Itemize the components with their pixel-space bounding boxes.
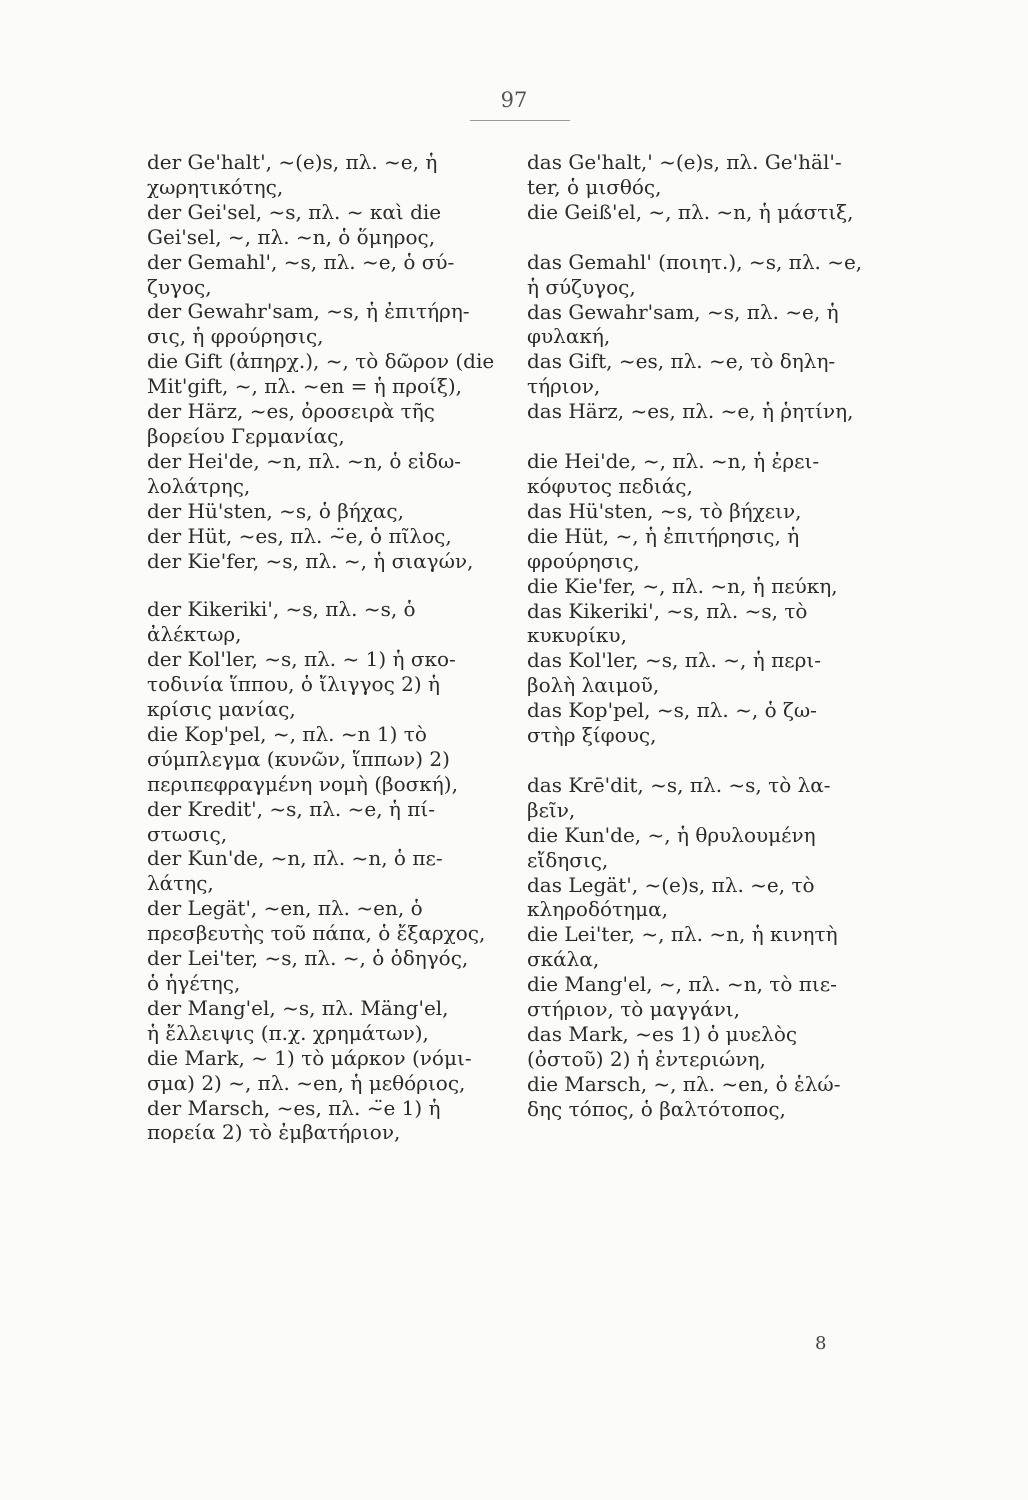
dictionary-entry: die Geiß'el, ~, πλ. ~n, ἡ μάστιξ, xyxy=(527,199,854,224)
dictionary-entry: die Hei'de, ~, πλ. ~n, ἡ ἐρει- κόφυτος πεδιάς, xyxy=(527,449,820,498)
dictionary-entry: das Kop'pel, ~s, πλ. ~, ὁ ζω- στὴρ ξίφους, xyxy=(527,698,817,748)
right-column xyxy=(527,150,882,1122)
dictionary-entry: der Härz, ~es, ὀροσειρὰ τῆς βορείου Γερμανίας, xyxy=(147,399,435,448)
dictionary-entry: der Gemahl', ~s, πλ. ~e, ὁ σύ- ζυγος, xyxy=(147,249,455,299)
dictionary-entry: der Legät', ~en, πλ. ~en, ὁ πρεσβευτὴς τοῦ πάπα, ὁ ἔξαρχος, xyxy=(147,896,486,946)
dictionary-entry: das Kol'ler, ~s, πλ. ~, ἡ περι- βολὴ λαιμοῦ, xyxy=(527,648,821,698)
dictionary-entry: das Gemahl' (ποιητ.), ~s, πλ. ~e, ἡ σύζυγος, xyxy=(527,249,863,299)
dictionary-entry: der Mang'el, ~s, πλ. Mäng'el, ἡ ἔλλειψις (π.χ. χρημάτων), xyxy=(147,995,449,1045)
dictionary-entry: der Kredit', ~s, πλ. ~e, ἡ πί- στωσις, xyxy=(147,796,436,846)
dictionary-entry: das Hü'sten, ~s, τὸ βήχειν, xyxy=(527,498,802,523)
dictionary-entry: der Kun'de, ~n, πλ. ~n, ὁ πε- λάτης, xyxy=(147,846,443,896)
dictionary-entry: die Hüt, ~, ἡ ἐπιτήρησις, ἡ φρούρησις, xyxy=(527,523,800,573)
dictionary-entry: die Gift (ἀπηρχ.), ~, τὸ δῶρον (die Mit'gift, ~, πλ. ~en = ἡ προίξ), xyxy=(147,349,495,399)
signature-mark: 8 xyxy=(815,1333,827,1354)
dictionary-entry: der Hüt, ~es, πλ. ~̈e, ὁ πῖλος, xyxy=(147,523,452,548)
left-column xyxy=(147,150,502,1145)
dictionary-entry: die Kun'de, ~, ἡ θρυλουμένη εἴδησις, xyxy=(527,822,816,872)
dictionary-entry: der Kikeriki', ~s, πλ. ~s, ὁ ἀλέκτωρ, xyxy=(147,597,416,647)
dictionary-entry: der Gewahr'sam, ~s, ἡ ἐπιτήρη- σις, ἡ φρούρησις, xyxy=(147,299,470,349)
dictionary-entry: das Krē'dit, ~s, πλ. ~s, τὸ λα- βεῖν, xyxy=(527,772,831,822)
dictionary-entry: der Lei'ter, ~s, πλ. ~, ὁ ὁδηγός, ὁ ἡγέτης, xyxy=(147,946,469,995)
dictionary-entry: der Hei'de, ~n, πλ. ~n, ὁ εἰδω- λολάτρης, xyxy=(147,448,462,498)
dictionary-entry: das Härz, ~es, πλ. ~e, ἡ ῥητίνη, xyxy=(527,399,854,424)
dictionary-entry: das Kikeriki', ~s, πλ. ~s, τὸ κυκυρίκυ, xyxy=(527,598,808,648)
dictionary-entry: der Kol'ler, ~s, πλ. ~ 1) ἡ σκο- τοδινία ἵππου, ὁ ἴλιγγος 2) ἡ κρίσις μανίας, xyxy=(147,647,456,722)
dictionary-entry: das Legät', ~(e)s, πλ. ~e, τὸ κληροδότημα, xyxy=(527,872,815,922)
dictionary-entry: der Ge'halt', ~(e)s, πλ. ~e, ἡ χωρητικότης, xyxy=(147,150,438,199)
dictionary-entry: das Ge'halt,' ~(e)s, πλ. Ge'häl'- ter, ὁ μισθός, xyxy=(527,150,842,199)
dictionary-entry: die Kie'fer, ~, πλ. ~n, ἡ πεύκη, xyxy=(527,573,838,598)
dictionary-entry: der Kie'fer, ~s, πλ. ~, ἡ σιαγών, xyxy=(147,548,474,573)
dictionary-entry: das Gewahr'sam, ~s, πλ. ~e, ἡ φυλακή, xyxy=(527,299,839,349)
dictionary-entry: die Mark, ~ 1) τὸ μάρκον (νόμι- σμα) 2) ~, πλ. ~en, ἡ μεθόριος, xyxy=(147,1045,472,1095)
dictionary-entry: die Mang'el, ~, πλ. ~n, τὸ πιε- στήριον, τὸ μαγγάνι, xyxy=(527,972,837,1022)
dictionary-entry: das Gift, ~es, πλ. ~e, τὸ δηλη- τήριον, xyxy=(527,349,836,399)
page-number: 97 xyxy=(500,88,528,112)
dictionary-entry: der Gei'sel, ~s, πλ. ~ καὶ die Gei'sel, ~, πλ. ~n, ὁ ὅμηρος, xyxy=(147,199,442,249)
dictionary-entry: die Kop'pel, ~, πλ. ~n 1) τὸ σύμπλεγμα (κυνῶν, ἵππων) 2) περιπεφραγμένη νομὴ (βοσκή), xyxy=(147,721,458,796)
header-rule xyxy=(470,120,570,121)
dictionary-entry: der Marsch, ~es, πλ. ~̈e 1) ἡ πορεία 2) τὸ ἐμβατήριον, xyxy=(147,1095,441,1145)
dictionary-entry: die Marsch, ~, πλ. ~en, ὁ ἑλώ- δης τόπος, ὁ βαλτότοπος, xyxy=(527,1071,841,1121)
dictionary-entry: der Hü'sten, ~s, ὁ βήχας, xyxy=(147,498,404,523)
dictionary-entry: die Lei'ter, ~, πλ. ~n, ἡ κινητὴ σκάλα, xyxy=(527,922,838,972)
dictionary-entry: das Mark, ~es 1) ὁ μυελὸς (ὀστοῦ) 2) ἡ ἐντεριώνη, xyxy=(527,1022,798,1071)
